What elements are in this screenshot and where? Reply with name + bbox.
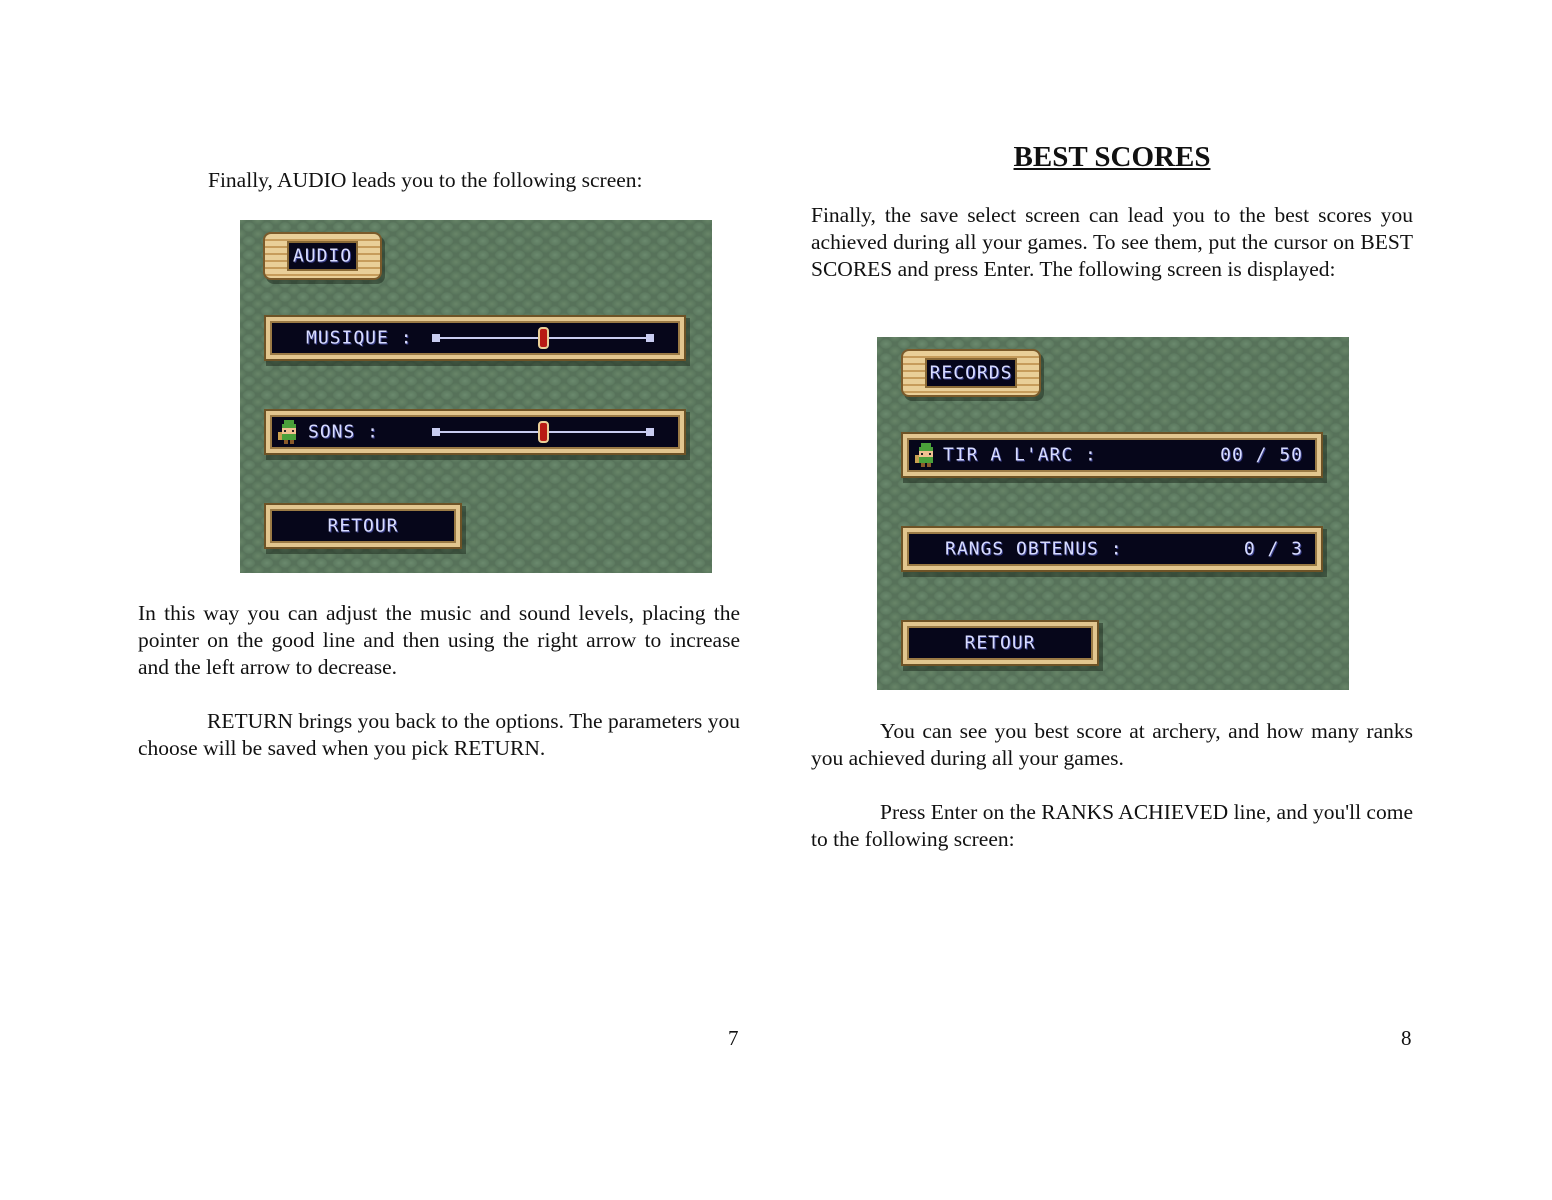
audio-title: AUDIO xyxy=(292,245,353,267)
link-hero-icon xyxy=(278,420,300,444)
section-heading: BEST SCORES xyxy=(1013,141,1211,173)
ranks-value: 0 / 3 xyxy=(1243,538,1303,560)
sounds-row[interactable] xyxy=(266,411,684,453)
records-title-plank xyxy=(903,351,1039,395)
audio-return-label: RETOUR xyxy=(327,515,399,537)
audio-return-button[interactable] xyxy=(266,505,460,547)
music-row[interactable] xyxy=(266,317,684,359)
link-hero-icon xyxy=(915,443,937,467)
sounds-slider-knob[interactable] xyxy=(538,421,549,443)
ranks-explanation: Press Enter on the RANKS ACHIEVED line, and you'll come to the following screen: xyxy=(811,800,1413,851)
best-scores-intro: Finally, the save select screen can lead you to the best scores you achieved during all your games. To see them, put the cursor on BEST SCORES and press Enter. The following screen is displayed: xyxy=(811,203,1413,281)
intro-text: Finally, AUDIO leads you to the following screen: xyxy=(208,168,643,192)
ranks-row[interactable] xyxy=(903,528,1321,570)
records-return-button[interactable] xyxy=(903,622,1097,664)
page-8 xyxy=(776,0,1552,1200)
records-title: RECORDS xyxy=(929,362,1013,384)
music-slider-knob[interactable] xyxy=(538,327,549,349)
sounds-label: SONS : xyxy=(308,421,380,443)
records-screen-screenshot xyxy=(877,337,1349,690)
audio-screen-screenshot xyxy=(240,220,712,573)
archery-value: 00 / 50 xyxy=(1220,444,1303,466)
ranks-label: RANGS OBTENUS : xyxy=(945,538,1123,560)
audio-explanation: In this way you can adjust the music and sound levels, placing the pointer on the good line and then using the right arrow to increase and the left arrow to decrease. xyxy=(138,601,740,679)
music-label: MUSIQUE : xyxy=(306,327,413,349)
return-explanation: RETURN brings you back to the options. The parameters you choose will be saved when you pick RETURN. xyxy=(138,709,740,760)
page-number-8: 8 xyxy=(1401,1026,1412,1050)
archery-explanation: You can see you best score at archery, and how many ranks you achieved during all your games. xyxy=(811,719,1413,770)
archery-label: TIR A L'ARC : xyxy=(943,444,1097,466)
page-number-7: 7 xyxy=(728,1026,739,1050)
audio-title-plank xyxy=(265,234,380,278)
records-return-label: RETOUR xyxy=(964,632,1036,654)
archery-row[interactable] xyxy=(903,434,1321,476)
